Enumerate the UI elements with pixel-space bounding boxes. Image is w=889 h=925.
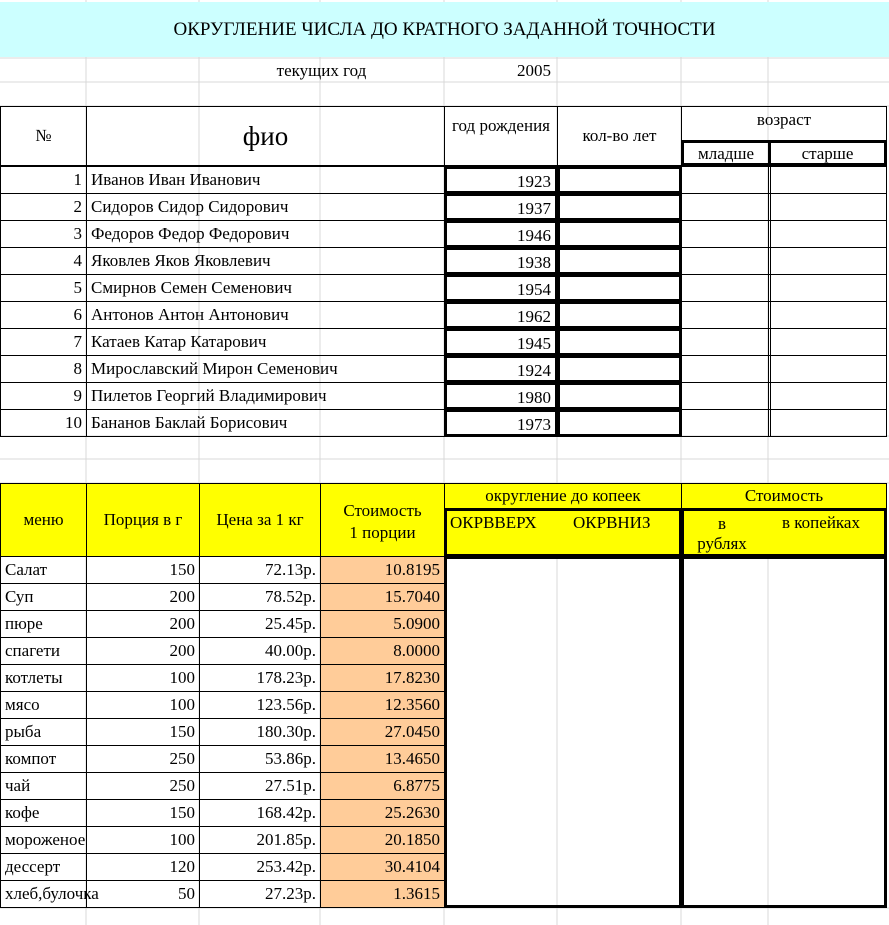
menu-header-portion[interactable]: Порция в г (86, 483, 200, 557)
menu-header-rounding[interactable]: округление до копеек (444, 483, 682, 509)
menu-header-cost-line1: Стоимость (343, 501, 422, 520)
menu-item-price[interactable]: 253.42р. (199, 853, 321, 881)
person-birth-year[interactable]: 1962 (444, 301, 558, 329)
person-younger[interactable] (681, 247, 771, 275)
person-num[interactable]: 9 (0, 382, 87, 410)
person-younger[interactable] (681, 328, 771, 356)
person-birth-year[interactable]: 1924 (444, 355, 558, 383)
menu-item-cost[interactable]: 25.2630 (320, 799, 445, 827)
person-younger[interactable] (681, 301, 771, 329)
menu-item-cost[interactable]: 10.8195 (320, 556, 445, 584)
menu-item-name[interactable]: мясо (0, 691, 87, 719)
person-years-count[interactable] (557, 193, 682, 221)
person-num[interactable]: 3 (0, 220, 87, 248)
person-fio[interactable]: Пилетов Георгий Владимирович (86, 382, 445, 410)
menu-item-name[interactable]: чай (0, 772, 87, 800)
person-older[interactable] (768, 355, 887, 383)
menu-item-price[interactable]: 78.52р. (199, 583, 321, 611)
menu-item-portion[interactable]: 250 (86, 772, 200, 800)
menu-item-portion[interactable]: 100 (86, 826, 200, 854)
person-num[interactable]: 5 (0, 274, 87, 302)
menu-item-cost[interactable]: 12.3560 (320, 691, 445, 719)
menu-item-name[interactable]: кофе (0, 799, 87, 827)
person-years-count[interactable] (557, 355, 682, 383)
person-years-count[interactable] (557, 220, 682, 248)
person-years-count[interactable] (557, 409, 682, 437)
menu-item-cost[interactable]: 15.7040 (320, 583, 445, 611)
menu-item-name[interactable]: хлеб,булочка (0, 880, 87, 908)
menu-item-price[interactable]: 27.51р. (199, 772, 321, 800)
menu-item-portion[interactable]: 200 (86, 610, 200, 638)
menu-item-name[interactable]: рыба (0, 718, 87, 746)
person-older[interactable] (768, 328, 887, 356)
person-fio[interactable]: Федоров Федор Федорович (86, 220, 445, 248)
person-birth-year[interactable]: 1973 (444, 409, 558, 437)
menu-header-total-cost-sub (681, 508, 887, 557)
menu-item-cost[interactable]: 20.1850 (320, 826, 445, 854)
menu-item-price[interactable]: 178.23р. (199, 664, 321, 692)
person-num[interactable]: 2 (0, 193, 87, 221)
person-num[interactable]: 6 (0, 301, 87, 329)
person-birth-year[interactable]: 1954 (444, 274, 558, 302)
menu-item-name[interactable]: Суп (0, 583, 87, 611)
person-younger[interactable] (681, 220, 771, 248)
sheet-title[interactable]: ОКРУГЛЕНИЕ ЧИСЛА ДО КРАТНОГО ЗАДАННОЙ ТОЧНОСТИ (0, 2, 889, 57)
menu-item-price[interactable]: 40.00р. (199, 637, 321, 665)
person-num[interactable]: 7 (0, 328, 87, 356)
person-fio[interactable]: Яковлев Яков Яковлевич (86, 247, 445, 275)
menu-item-portion[interactable]: 100 (86, 664, 200, 692)
menu-item-cost[interactable]: 8.0000 (320, 637, 445, 665)
person-birth-year[interactable]: 1945 (444, 328, 558, 356)
menu-item-price[interactable]: 180.30р. (199, 718, 321, 746)
menu-item-cost[interactable]: 13.4650 (320, 745, 445, 773)
menu-item-portion[interactable]: 120 (86, 853, 200, 881)
person-older[interactable] (768, 409, 887, 437)
person-num[interactable]: 1 (0, 166, 87, 194)
menu-item-name[interactable]: мороженое (0, 826, 87, 854)
menu-header-menu[interactable]: меню (0, 483, 87, 557)
person-older[interactable] (768, 193, 887, 221)
person-fio[interactable]: Смирнов Семен Семенович (86, 274, 445, 302)
person-older[interactable] (768, 247, 887, 275)
person-younger[interactable] (681, 166, 771, 194)
menu-item-name[interactable]: Салат (0, 556, 87, 584)
person-years-count[interactable] (557, 301, 682, 329)
menu-item-portion[interactable]: 200 (86, 583, 200, 611)
menu-item-portion[interactable]: 100 (86, 691, 200, 719)
menu-header-rounding-sub (444, 508, 682, 557)
header-age[interactable]: возраст (681, 106, 887, 141)
person-birth-year[interactable]: 1923 (444, 166, 558, 194)
menu-item-name[interactable]: спагети (0, 637, 87, 665)
person-fio[interactable]: Катаев Катар Катарович (86, 328, 445, 356)
person-birth-year[interactable]: 1938 (444, 247, 558, 275)
menu-item-name[interactable]: дессерт (0, 853, 87, 881)
person-younger[interactable] (681, 274, 771, 302)
menu-item-price[interactable]: 168.42р. (199, 799, 321, 827)
person-younger[interactable] (681, 382, 771, 410)
menu-item-cost[interactable]: 17.8230 (320, 664, 445, 692)
header-older[interactable]: старше (768, 140, 887, 166)
person-fio[interactable]: Бананов Баклай Борисович (86, 409, 445, 437)
menu-header-rounddown[interactable]: ОКРВНИЗ (573, 513, 651, 532)
menu-item-portion[interactable]: 150 (86, 799, 200, 827)
current-year-label[interactable]: текущих год (276, 61, 367, 80)
menu-item-portion[interactable]: 50 (86, 880, 200, 908)
total-cost-results-area[interactable] (681, 556, 887, 908)
menu-item-price[interactable]: 25.45р. (199, 610, 321, 638)
menu-item-price[interactable]: 53.86р. (199, 745, 321, 773)
person-younger[interactable] (681, 193, 771, 221)
person-num[interactable]: 10 (0, 409, 87, 437)
menu-header-roundup[interactable]: ОКРВВЕРХ (450, 513, 537, 532)
person-num[interactable]: 8 (0, 355, 87, 383)
person-older[interactable] (768, 382, 887, 410)
header-younger[interactable]: младше (681, 140, 771, 166)
menu-item-cost[interactable]: 1.3615 (320, 880, 445, 908)
person-years-count[interactable] (557, 166, 682, 194)
menu-item-name[interactable]: пюре (0, 610, 87, 638)
current-year-value[interactable]: 2005 (517, 61, 551, 80)
menu-item-cost[interactable]: 27.0450 (320, 718, 445, 746)
menu-item-price[interactable]: 72.13р. (199, 556, 321, 584)
menu-header-cost[interactable] (320, 483, 445, 557)
person-birth-year[interactable]: 1946 (444, 220, 558, 248)
menu-header-total-cost[interactable]: Стоимость (681, 483, 887, 509)
menu-header-in-kopecks[interactable]: в копейках (782, 513, 860, 532)
menu-item-portion[interactable]: 250 (86, 745, 200, 773)
person-years-count[interactable] (557, 382, 682, 410)
person-years-count[interactable] (557, 274, 682, 302)
person-older[interactable] (768, 274, 887, 302)
person-birth-year[interactable]: 1937 (444, 193, 558, 221)
menu-item-cost[interactable]: 5.0900 (320, 610, 445, 638)
menu-header-in-rubles[interactable]: в рублях (697, 514, 747, 553)
header-years-count[interactable]: кол-во лет (557, 106, 682, 166)
person-birth-year[interactable]: 1980 (444, 382, 558, 410)
header-num[interactable]: № (0, 106, 87, 166)
person-younger[interactable] (681, 355, 771, 383)
menu-item-price[interactable]: 27.23р. (199, 880, 321, 908)
person-older[interactable] (768, 220, 887, 248)
menu-item-name[interactable]: компот (0, 745, 87, 773)
menu-item-price[interactable]: 123.56р. (199, 691, 321, 719)
menu-item-cost[interactable]: 6.8775 (320, 772, 445, 800)
menu-item-portion[interactable]: 150 (86, 556, 200, 584)
menu-item-portion[interactable]: 150 (86, 718, 200, 746)
rounding-results-area[interactable] (444, 556, 682, 908)
menu-item-name[interactable]: котлеты (0, 664, 87, 692)
person-older[interactable] (768, 301, 887, 329)
menu-item-price[interactable]: 201.85р. (199, 826, 321, 854)
person-years-count[interactable] (557, 328, 682, 356)
person-fio[interactable]: Антонов Антон Антонович (86, 301, 445, 329)
menu-item-cost[interactable]: 30.4104 (320, 853, 445, 881)
person-fio[interactable]: Сидоров Сидор Сидорович (86, 193, 445, 221)
person-younger[interactable] (681, 409, 771, 437)
person-fio[interactable]: Иванов Иван Иванович (86, 166, 445, 194)
person-older[interactable] (768, 166, 887, 194)
menu-item-portion[interactable]: 200 (86, 637, 200, 665)
person-fio[interactable]: Мирославский Мирон Семенович (86, 355, 445, 383)
person-num[interactable]: 4 (0, 247, 87, 275)
person-years-count[interactable] (557, 247, 682, 275)
header-birth-year[interactable]: год рождения (444, 106, 558, 166)
menu-header-cost-line2: 1 порции (349, 523, 416, 542)
header-fio[interactable]: фио (86, 106, 445, 166)
menu-header-price[interactable]: Цена за 1 кг (199, 483, 321, 557)
